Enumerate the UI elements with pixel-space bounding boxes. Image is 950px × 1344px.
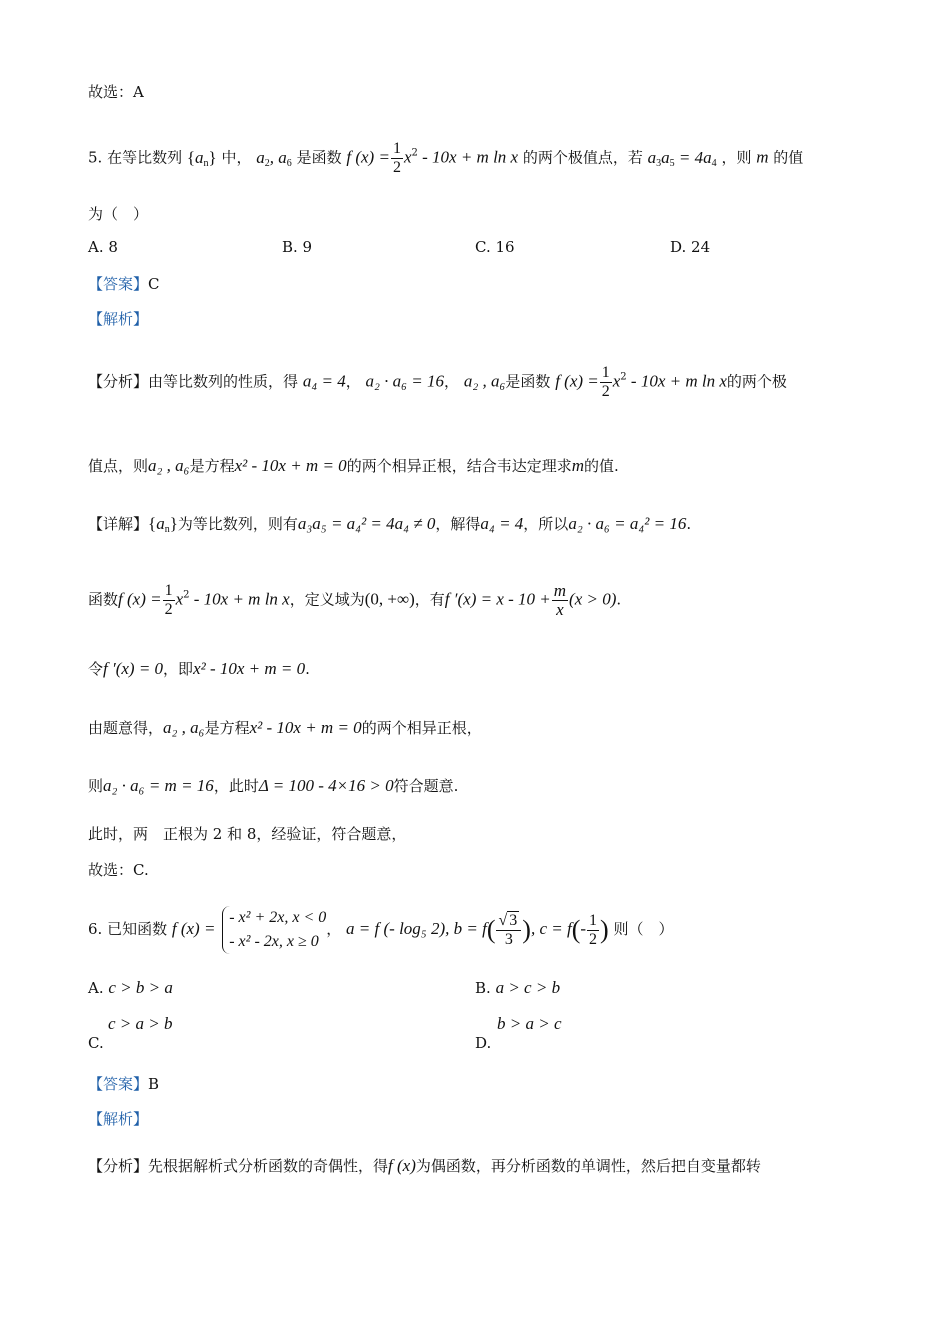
- seq-brace: $\{a_n\}$: [186, 147, 217, 169]
- q5-option-a[interactable]: A. 8: [88, 238, 118, 256]
- q6-option-b[interactable]: B. a > c > b: [475, 978, 561, 997]
- q6-analysis-tag: 【解析】: [88, 1110, 149, 1128]
- q5-fenxi-cont: 值点，则a₂ , a₆是方程x² - 10x + m = 0的两个相异正根，结合韦达定理求m的值.: [88, 456, 619, 475]
- q6-fenxi: 【分析】先根据解析式分析函数的奇偶性，得f (x)为偶函数，再分析函数的单调性，然后把自变量都转: [88, 1156, 761, 1175]
- piecewise-cases: - x² + 2x, x < 0 - x² - 2x, x ≥ 0: [222, 906, 326, 954]
- q5-result: 故选：C.: [88, 861, 149, 879]
- q5-analysis-tag: 【解析】: [88, 310, 149, 328]
- fraction-half: $\frac{1}{2}$: [392, 140, 401, 176]
- q5-fenxi: 【分析】由等比数列的性质，得 a₄ = 4， a₂ · a₆ = 16， a₂ , a₆是函数 f (x) = $\frac{1}{2}$ $x^2 - 10x + m$ ln x的两个极: [88, 364, 787, 400]
- q5-tiyi-line: 由题意得，a₂ , a₆是方程x² - 10x + m = 0的两个相异正根，: [88, 718, 482, 737]
- q6-answer: 【答案】B: [88, 1075, 160, 1093]
- q5-ling-line: 令f ′(x) = 0，即x² - 10x + m = 0.: [88, 659, 310, 678]
- q6-option-d[interactable]: b > a > c D.: [475, 1014, 562, 1052]
- q5-answer: 【答案】C: [88, 275, 160, 293]
- q5-stem: 5. 在等比数列 $\{a_n\}$ 中， $a_2$, $a_6$ 是函数 f (x) = $\frac{1}{2}$ $x^2 - 10x + m$ ln x 的两个极值点，若 $a_3a_5 = 4a_4$ ，则 m 的值: [88, 140, 804, 176]
- header-result: 故选：A: [88, 83, 144, 101]
- condition: $a_3a_5 = 4a_4$: [647, 147, 717, 169]
- q5-stem-cont: 为（ ）: [88, 205, 149, 223]
- q6-option-a[interactable]: A. c > b > a: [88, 978, 173, 997]
- q6-stem: 6. 已知函数 f (x) = - x² + 2x, x < 0 - x² - 2x, x ≥ 0 ， a = f (- log₅ 2), b = f( $\frac{√ 3}{3}$ ), c = f(- $\frac{1}{2}$ ) 则（ ）: [88, 904, 864, 955]
- extreme-points: $a_2$, $a_6$: [256, 147, 292, 169]
- q5-option-b[interactable]: B. 9: [282, 238, 313, 256]
- q5-detail: 【详解】$\{a_n\}$为等比数列，则有a₃a₅ = a₄² = 4a₄ ≠ 0，解得a₄ = 4，所以a₂ · a₆ = a₄² = 16.: [88, 514, 692, 535]
- q5-ze-line: 则a₂ · a₆ = m = 16，此时Δ = 100 - 4×16 > 0符合题意.: [88, 776, 459, 795]
- q5-option-d[interactable]: D. 24: [670, 238, 711, 256]
- q5-func-line: 函数f (x) = $\frac{1}{2}$ $x^2 - 10x + m$ ln x，定义域为(0, +∞)，有f ′(x) = x - 10 + $\frac{m}{x}$ (x > 0).: [88, 581, 622, 619]
- q5-cishi: 此时，两 正根为 2 和 8，经验证，符合题意，: [88, 825, 407, 843]
- q6-option-c[interactable]: c > a > b C.: [88, 1014, 173, 1052]
- q5-option-c[interactable]: C. 16: [475, 238, 515, 256]
